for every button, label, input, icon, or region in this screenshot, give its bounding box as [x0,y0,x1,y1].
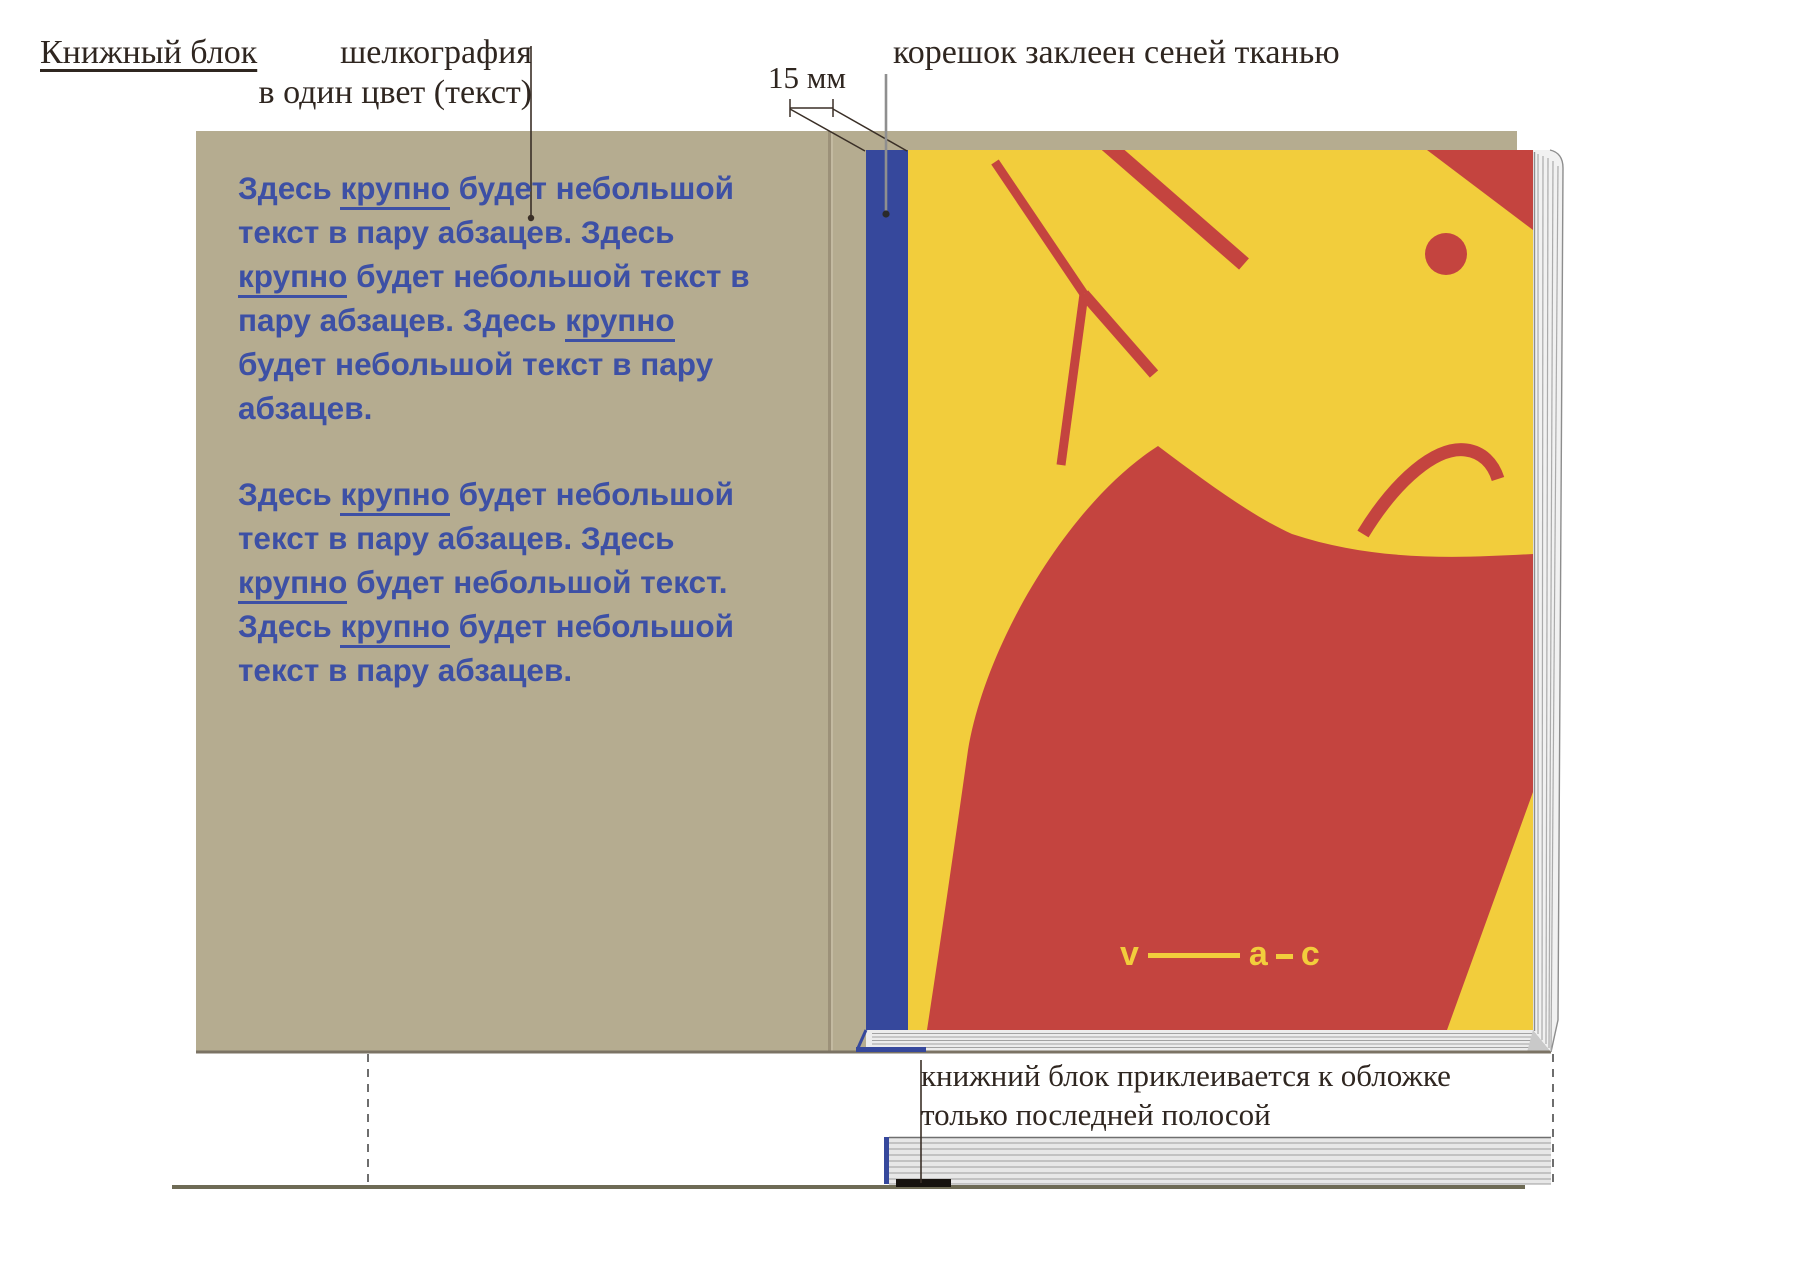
label-silkscreen [230,33,532,113]
cover-text-segment: крупно [238,258,347,298]
baseline [172,1185,1525,1189]
book-block-bottom [884,1137,1551,1184]
cover-paragraph-2 [238,472,753,692]
label-spine-cloth: корешок заклеен сеней тканью [893,34,1340,71]
label-glue-note-line1: книжний блок приклеивается к обложке [921,1058,1451,1093]
cover-text-segment: будет небольшой текст в пару абзацев. [238,608,734,688]
cover-text-segment: будет небольшой текст. Здесь [238,564,728,644]
cover-text-segment: крупно [340,476,449,516]
label-glue-note-line2: только последней полосой [921,1097,1271,1132]
vac-logo [1120,935,1334,973]
cover-text-segment: Здесь [238,170,341,206]
vac-logo-letter-c: c [1300,935,1320,973]
cover-paragraph-1 [238,166,753,430]
vac-logo-long-dash [1148,953,1240,958]
cover-text-segment: будет небольшой текст в пару абзацев. Здесь [238,258,750,338]
page-edges-right [1533,150,1563,1052]
cover-text-segment: крупно [340,608,449,648]
label-silkscreen-line2: в один цвет (текст) [258,74,532,111]
vac-logo-letter-v: v [1120,935,1139,973]
cover-silkscreen-text [238,166,753,692]
page-edges-bottom [866,1030,1551,1052]
book-block-spine-edge [884,1137,889,1184]
glue-bar [896,1179,951,1187]
cover-text-segment: Здесь [238,476,341,512]
cover-art-circle [1425,233,1467,275]
cover-fold-line [828,131,831,1052]
spine-cloth-wrap [856,1047,926,1052]
cover-text-segment: крупно [238,564,347,604]
front-cover [908,142,1533,1030]
label-glue-note [921,1056,1481,1134]
cover-text-segment: будет небольшой текст в пару абзацев. [238,346,714,426]
label-spine-width: 15 мм [768,60,846,95]
cover-text-segment: крупно [340,170,449,210]
label-book-block: Книжный блок [40,34,258,71]
cover-text-segment: будет небольшой текст в пару абзацев. Здесь [238,170,734,250]
vac-logo-letter-a: a [1248,935,1268,973]
cover-text-segment: будет небольшой текст в пару абзацев. Здесь [238,476,734,556]
label-silkscreen-line1: шелкография [340,34,532,71]
cover-text-segment: крупно [565,302,674,342]
vac-logo-short-dash [1276,954,1293,959]
